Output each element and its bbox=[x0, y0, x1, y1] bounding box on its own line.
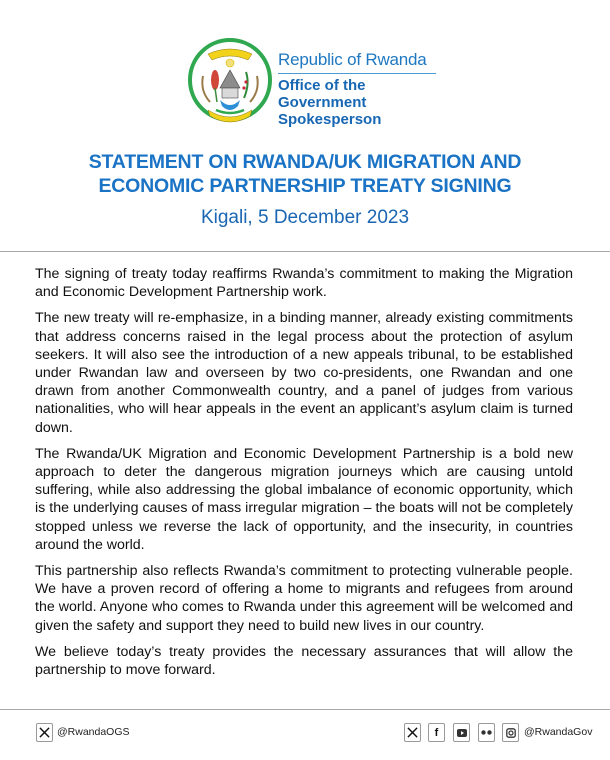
instagram-icon[interactable] bbox=[502, 723, 519, 742]
footer bbox=[0, 718, 610, 748]
title-line-2: ECONOMIC PARTNERSHIP TREATY SIGNING bbox=[98, 175, 512, 197]
letterhead bbox=[0, 0, 610, 140]
paragraph: The new treaty will re-emphasize, in a binding manner, already existing commitments that address concerns raised in the legal process about the protection of asylum seekers. It will also see the introduction of a new appeals tribunal, to be established under Rwandan law and overseen by two co-presidents, one Rwandan and one drawn from another Commonwealth country, and a panel of judges from various nationalities, who will hear appeals in the event an applicant’s asylum claim is turned down. bbox=[35, 310, 573, 436]
right-handle[interactable]: @RwandaGov bbox=[524, 726, 593, 738]
title-line-1: STATEMENT ON RWANDA/UK MIGRATION AND bbox=[88, 151, 522, 173]
header-divider bbox=[278, 73, 436, 74]
flickr-icon[interactable] bbox=[478, 723, 495, 742]
dateline: Kigali, 5 December 2023 bbox=[200, 207, 410, 228]
statement-body bbox=[35, 265, 573, 687]
office-name-line1: Office of the Government bbox=[278, 77, 367, 111]
rwanda-coat-of-arms-seal bbox=[186, 36, 274, 130]
youtube-icon[interactable] bbox=[453, 723, 470, 742]
paragraph: The signing of treaty today reaffirms Rwanda’s commitment to making the Migration and Economic Development Partnership work. bbox=[35, 266, 573, 301]
bottom-divider bbox=[0, 709, 610, 710]
x-icon[interactable] bbox=[404, 723, 421, 742]
organization-name bbox=[278, 50, 448, 128]
paragraph: This partnership also reflects Rwanda’s commitment to protecting vulnerable people. We have a proven record of offering a home to migrants and refugees from around the world. Anyone who comes to Rwanda under this agreement will be welcomed and given the safety and support they need to build new lives in our country. bbox=[35, 563, 573, 634]
paragraph: The Rwanda/UK Migration and Economic Development Partnership is a bold new approach to deter the dangerous migration journeys which are causing untold suffering, while also addressing the global imbalance of economic opportunity, which is the underlying causes of mass irregular migration – the boats will not be completely stopped unless we reverse the lack of opportunity, and the insecurity, in countries around the world. bbox=[35, 445, 573, 553]
office-name-line2: Spokesperson bbox=[278, 111, 382, 128]
statement-title bbox=[20, 150, 590, 198]
paragraph: We believe today’s treaty provides the necessary assurances that will allow the partnership to move forward. bbox=[35, 643, 573, 679]
top-divider bbox=[0, 251, 610, 252]
country-name: Republic of Rwanda bbox=[278, 50, 427, 69]
facebook-icon[interactable]: f bbox=[428, 723, 445, 742]
x-icon[interactable] bbox=[36, 723, 53, 742]
left-handle[interactable]: @RwandaOGS bbox=[57, 726, 130, 738]
